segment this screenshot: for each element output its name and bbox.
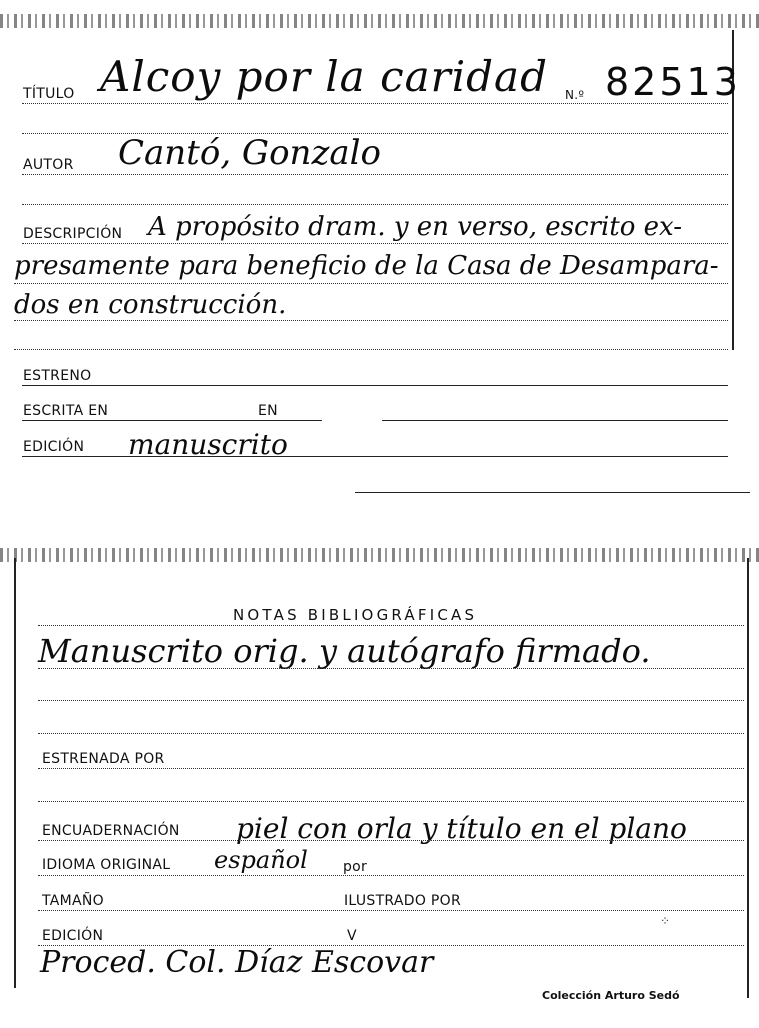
idioma-value: español (214, 846, 308, 874)
notas-value: Manuscrito orig. y autógrafo firmado. (38, 632, 651, 670)
perforated-edge (0, 14, 759, 28)
descripcion-rule-2 (14, 283, 728, 284)
tamano-label: TAMAÑO (42, 893, 104, 909)
descripcion-label: DESCRIPCIÓN (23, 226, 123, 242)
blank-line-3 (14, 349, 728, 350)
titulo-line (22, 103, 728, 104)
estrenada-por-line (38, 768, 744, 769)
idioma-line (38, 875, 744, 876)
edicion-label: EDICIÓN (23, 439, 85, 455)
encuadernacion-line (38, 840, 744, 841)
numero-label: N.º (565, 88, 585, 102)
descripcion-line-2: presamente para beneficio de la Casa de Desampara- (14, 251, 719, 281)
descripcion-line-3: dos en construcción. (14, 290, 287, 320)
por-label: por (343, 859, 368, 875)
estreno-label: ESTRENO (23, 368, 92, 384)
descripcion-rule-1 (22, 243, 728, 244)
encuadernacion-label: ENCUADERNACIÓN (42, 823, 180, 839)
stray-mark: ⁘ (660, 914, 671, 928)
edicion-mark: V (347, 928, 357, 944)
perforated-edge (0, 548, 759, 562)
autor-value: Cantó, Gonzalo (118, 133, 381, 173)
ilustrado-label: ILUSTRADO POR (344, 893, 461, 909)
notas-rule-1 (38, 625, 744, 626)
titulo-label: TÍTULO (23, 86, 75, 102)
estrenada-por-label: ESTRENADA POR (42, 751, 165, 767)
estreno-line (22, 385, 728, 386)
edicion-line (22, 456, 728, 457)
titulo-value: Alcoy por la caridad (100, 52, 548, 101)
numero-value: 82513 (605, 60, 741, 104)
tamano-line (38, 910, 744, 911)
procedencia-value: Proced. Col. Díaz Escovar (40, 945, 434, 980)
edicion-value: manuscrito (128, 428, 288, 461)
en-line (382, 420, 728, 421)
edicion-back-label: EDICIÓN (42, 928, 104, 944)
notas-rule-2 (38, 668, 744, 669)
notas-rule-3 (38, 700, 744, 701)
blank-line-2 (22, 204, 728, 205)
bottom-rule (355, 492, 750, 493)
idioma-label: IDIOMA ORIGINAL (42, 857, 171, 873)
encuadernacion-value: piel con orla y título en el plano (236, 812, 687, 845)
card-border-right (747, 558, 749, 998)
descripcion-line-1: A propósito dram. y en verso, escrito ex- (148, 212, 683, 242)
descripcion-rule-3 (14, 320, 728, 321)
collection-label: Colección Arturo Sedó (542, 989, 680, 1002)
en-label: EN (258, 403, 278, 419)
autor-label: AUTOR (23, 157, 74, 173)
autor-line (22, 174, 728, 175)
notas-rule-4 (38, 733, 744, 734)
card-border-left (14, 558, 16, 988)
blank-line-4 (38, 801, 744, 802)
notas-heading: NOTAS BIBLIOGRÁFICAS (233, 606, 478, 624)
escrita-en-line (22, 420, 322, 421)
escrita-en-label: ESCRITA EN (23, 403, 109, 419)
